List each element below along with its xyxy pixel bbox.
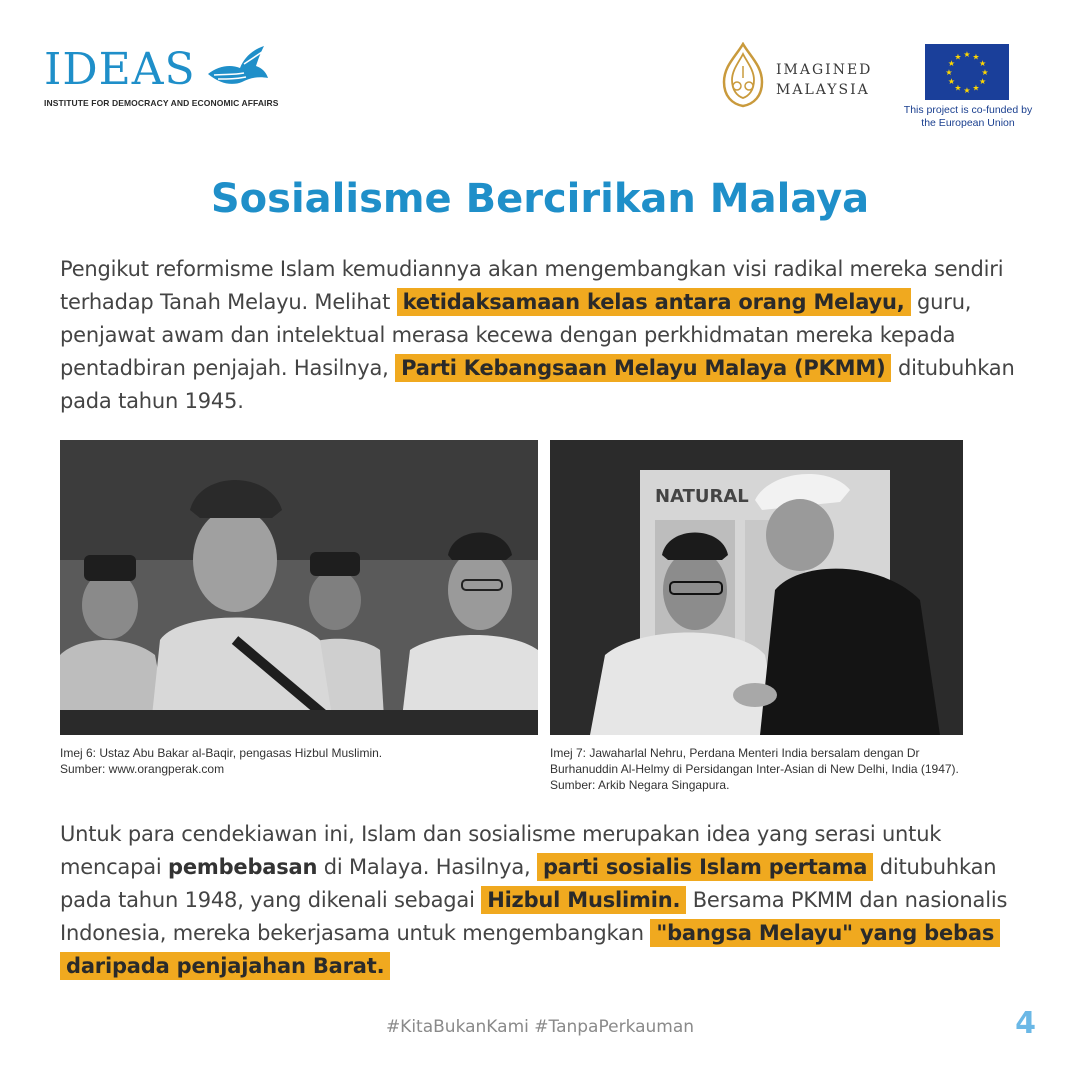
eu-star-icon: ★ — [972, 83, 980, 93]
text-segment: Bersama PKMM dan nasionalis Indonesia, mereka bekerjasama untuk mengembangkan — [60, 888, 1008, 945]
eu-star-icon: ★ — [963, 86, 971, 95]
eu-star-icon: ★ — [947, 77, 955, 86]
photo-illustration — [60, 440, 538, 735]
highlight-first-party: parti sosialis Islam pertama — [537, 853, 873, 881]
bold-pembebasan: pembebasan — [168, 855, 318, 879]
eu-caption-line: the European Union — [921, 117, 1015, 129]
highlight-bangsa-melayu: "bangsa Melayu" yang bebas daripada penjajahan Barat. — [60, 919, 1000, 980]
highlight-hizbul-muslimin: Hizbul Muslimin. — [481, 886, 686, 914]
text-segment: ditubuhkan pada tahun 1948, yang dikenali sebagai — [60, 855, 997, 912]
eu-funding-caption — [895, 104, 1041, 130]
imagined-malaysia-logo — [720, 42, 900, 112]
image-7-caption: Imej 7: Jawaharlal Nehru, Perdana Menteri India bersalam dengan Dr Burhanuddin Al-Helmy di Persidangan Inter-Asian di New Delhi, India (1947). Sumber: Arkib Negara Singapura. — [550, 746, 959, 792]
highlight-pkmm: Parti Kebangsaan Melayu Malaya (PKMM) — [395, 354, 891, 382]
intro-paragraph — [60, 253, 1030, 418]
eu-star-icon: ★ — [972, 52, 980, 62]
text-segment: Pengikut reformisme Islam kemudiannya akan mengembangkan visi radikal mereka sendiri terhadap Tanah Melayu. Melihat — [60, 257, 1004, 314]
dove-icon — [204, 44, 270, 92]
eu-caption-line: This project is co-funded by — [903, 104, 1033, 116]
highlight-class-inequality: ketidaksamaan kelas antara orang Melayu, — [397, 288, 911, 316]
ideas-subtitle: INSTITUTE FOR DEMOCRACY AND ECONOMIC AFFAIRS — [44, 98, 279, 108]
closing-paragraph — [60, 818, 1030, 983]
eu-star-icon: ★ — [979, 77, 987, 86]
eu-star-icon: ★ — [963, 50, 971, 59]
eu-star-icon: ★ — [945, 68, 953, 77]
photo-illustration — [550, 440, 963, 735]
hashtags: #KitaBukanKami #TanpaPerkauman — [385, 1017, 695, 1037]
image-6-caption — [60, 745, 530, 777]
eu-star-icon: ★ — [979, 59, 987, 68]
wayang-emblem-icon — [720, 42, 766, 108]
text-segment: Untuk para cendekiawan ini, Islam dan sosialisme merupakan idea yang serasi untuk mencapai — [60, 822, 942, 879]
eu-star-icon: ★ — [954, 83, 962, 93]
photo-abu-bakar-al-baqir — [60, 440, 538, 735]
ideas-logo — [44, 44, 279, 114]
imagined-line: IMAGINED — [776, 62, 873, 78]
caption-line: Imej 6: Ustaz Abu Bakar al-Baqir, pengasas Hizbul Muslimin. — [60, 746, 383, 760]
page-title: Sosialisme Bercirikan Malaya — [210, 176, 870, 222]
page-number: 4 — [1015, 1006, 1036, 1041]
text-segment: guru, penjawat awam dan intelektual merasa kecewa dengan perkhidmatan mereka kepada pentadbiran penjajah. Hasilnya, — [60, 290, 972, 380]
ideas-logo-text: IDEAS — [44, 44, 196, 95]
text-segment: di Malaya. Hasilnya, — [317, 855, 537, 879]
malaysia-line: MALAYSIA — [776, 82, 870, 98]
eu-star-icon: ★ — [954, 52, 962, 62]
text-segment: ditubuhkan pada tahun 1945. — [60, 356, 1015, 413]
photo-nehru-burhanuddin — [550, 440, 963, 735]
caption-source: Sumber: www.orangperak.com — [60, 762, 225, 776]
eu-star-icon: ★ — [947, 59, 955, 68]
eu-flag-icon — [925, 44, 1009, 100]
eu-star-icon: ★ — [981, 68, 989, 77]
sign-text: NATURAL — [655, 486, 749, 507]
imagined-malaysia-text — [776, 60, 872, 100]
